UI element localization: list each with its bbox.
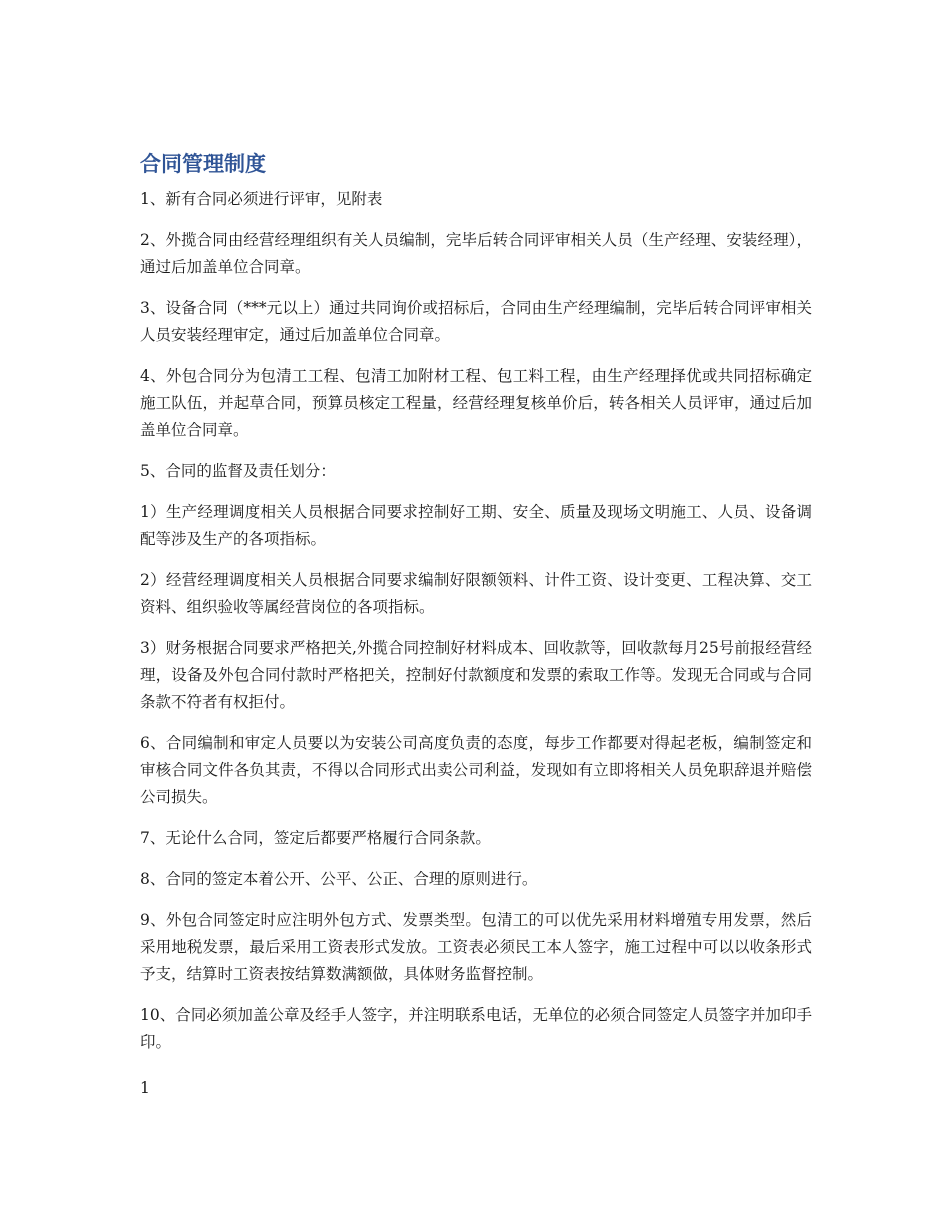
paragraph-9: 9、外包合同签定时应注明外包方式、发票类型。包清工的可以优先采用材料增殖专用发票，然后采用地税发票，最后采用工资表形式发放。工资表必须民工本人签字，施工过程中可以以收条形式予支，结算时工资表按结算数满额做，具体财务监督控制。	[140, 911, 812, 983]
paragraph-7: 7、无论什么合同，签定后都要严格履行合同条款。	[140, 829, 491, 847]
document-title: 合同管理制度	[140, 152, 266, 176]
page-number: 1	[140, 1079, 150, 1097]
paragraph-6: 6、合同编制和审定人员要以为安装公司高度负责的态度，每步工作都要对得起老板，编制签定和审核合同文件各负其责，不得以合同形式出卖公司利益，发现如有立即将相关人员免职辞退并赔偿公司损失。	[140, 734, 812, 806]
paragraph-5: 5、合同的监督及责任划分：	[140, 462, 336, 480]
paragraph-5-3: 3）财务根据合同要求严格把关,外揽合同控制好材料成本、回收款等，回收款每月25号前报经营经理，设备及外包合同付款时严格把关，控制好付款额度和发票的索取工作等。发现无合同或与合同条款不符者有权拒付。	[140, 639, 812, 711]
paragraph-8: 8、合同的签定本着公开、公平、公正、合理的原则进行。	[140, 870, 538, 888]
paragraph-1: 1、新有合同必须进行评审，见附表	[140, 190, 383, 208]
paragraph-4: 4、外包合同分为包清工工程、包清工加附材工程、包工料工程，由生产经理择优或共同招标确定施工队伍，并起草合同，预算员核定工程量，经营经理复核单价后，转各相关人员评审，通过后加盖单位合同章。	[140, 367, 812, 439]
paragraph-5-2: 2）经营经理调度相关人员根据合同要求编制好限额领料、计件工资、设计变更、工程决算、交工资料、组织验收等属经营岗位的各项指标。	[140, 571, 812, 616]
paragraph-10: 10、合同必须加盖公章及经手人签字，并注明联系电话，无单位的必须合同签定人员签字并加印手印。	[140, 1006, 812, 1051]
document-body	[140, 148, 812, 1070]
paragraph-2: 2、外揽合同由经营经理组织有关人员编制，完毕后转合同评审相关人员（生产经理、安装经理），通过后加盖单位合同章。	[140, 231, 812, 276]
paragraph-3: 3、设备合同（***元以上）通过共同询价或招标后，合同由生产经理编制，完毕后转合同评审相关人员安装经理审定，通过后加盖单位合同章。	[140, 299, 812, 344]
paragraph-5-1: 1）生产经理调度相关人员根据合同要求控制好工期、安全、质量及现场文明施工、人员、设备调配等涉及生产的各项指标。	[140, 503, 812, 548]
